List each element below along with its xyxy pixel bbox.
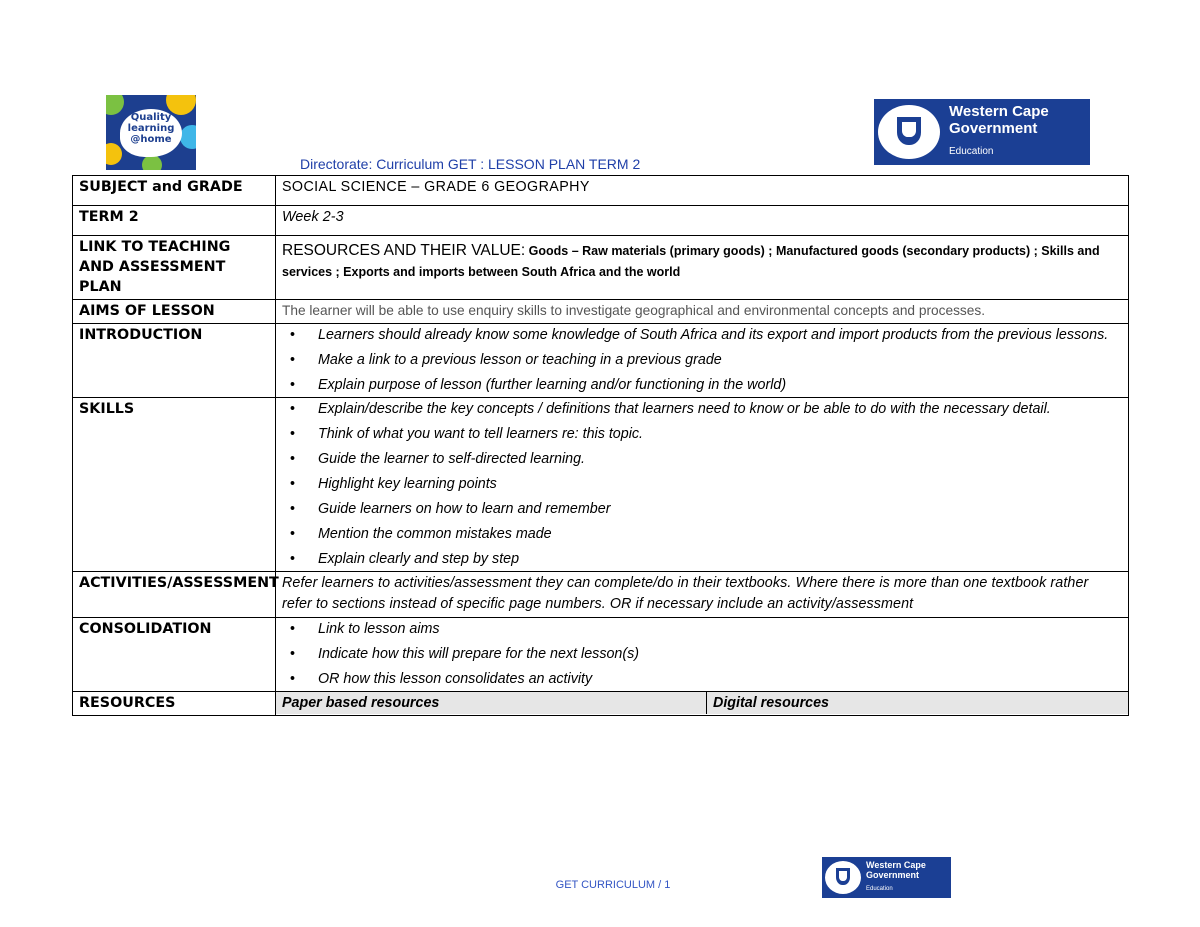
resources-label: RESOURCES [73, 692, 276, 716]
list-item: • OR how this lesson consolidates an activity [318, 669, 1122, 689]
ql-logo-line1: Quality [130, 112, 172, 123]
link-label-line2: AND ASSESSMENT PLAN [79, 259, 226, 295]
skills-label: SKILLS [73, 398, 276, 572]
page-footer: GET CURRICULUM / 1 [555, 879, 671, 891]
row-subject [73, 176, 1129, 206]
row-term [73, 206, 1129, 236]
consolidation-label: CONSOLIDATION [73, 618, 276, 692]
link-heading: RESOURCES AND THEIR VALUE: [282, 242, 526, 259]
aims-value: The learner will be able to use enquiry skills to investigate geographical and environmental concepts and processes. [276, 300, 1129, 324]
list-item: • Mention the common mistakes made [318, 524, 1122, 544]
link-label-line1: LINK TO TEACHING [79, 239, 231, 255]
term-label: TERM 2 [73, 206, 276, 236]
list-item: • Explain purpose of lesson (further learning and/or functioning in the world) [318, 375, 1122, 395]
wcg-sub: Education [949, 146, 994, 157]
activities-label: ACTIVITIES/ASSESSMENT [73, 572, 276, 618]
row-introduction [73, 324, 1129, 398]
list-item: • Explain/describe the key concepts / definitions that learners need to know or be able to do with the necessary detail. [318, 399, 1122, 419]
wcg-name-line2: Government [949, 120, 1038, 137]
list-item: • Highlight key learning points [318, 474, 1122, 494]
digital-resources-header: Digital resources [713, 695, 830, 711]
directorate-title: Directorate: Curriculum GET : LESSON PLAN TERM 2 [300, 156, 641, 172]
subject-label: SUBJECT and GRADE [73, 176, 276, 206]
list-item: • Explain clearly and step by step [318, 549, 1122, 569]
coat-of-arms-icon [825, 861, 861, 894]
row-link [73, 236, 1129, 300]
wcg-name-line1: Western Cape [949, 103, 1049, 120]
consolidation-list [282, 619, 1122, 689]
wcg-logo [874, 99, 1090, 165]
coat-of-arms-icon [878, 105, 940, 159]
wcg-footer-sub: Education [866, 886, 893, 892]
link-detail: Goods – Raw materials (primary goods) ; Manufactured goods (secondary products) ; Skills and services ; Exports and imports between South Africa and the world [282, 244, 1100, 279]
wcg-footer-name-line1: Western Cape [866, 860, 926, 870]
wcg-footer-name-line2: Government [866, 870, 920, 880]
introduction-label: INTRODUCTION [73, 324, 276, 398]
row-skills [73, 398, 1129, 572]
list-item: • Make a link to a previous lesson or teaching in a previous grade [318, 350, 1122, 370]
row-activities [73, 572, 1129, 618]
quality-learning-logo [106, 95, 196, 170]
term-value: Week 2-3 [276, 206, 1129, 236]
activities-value: Refer learners to activities/assessment they can complete/do in their textbooks. Where there is more than one textbook rather refer to sections instead of specific page numbers. OR if necessary include an activity/assessment [276, 572, 1129, 618]
list-item: • Indicate how this will prepare for the next lesson(s) [318, 644, 1122, 664]
row-aims [73, 300, 1129, 324]
aims-label: AIMS OF LESSON [73, 300, 276, 324]
row-resources [73, 692, 1129, 716]
wcg-footer-logo [822, 857, 951, 898]
paper-resources-header: Paper based resources [276, 692, 707, 714]
list-item: • Link to lesson aims [318, 619, 1122, 639]
list-item: • Think of what you want to tell learners re: this topic. [318, 424, 1122, 444]
introduction-list [282, 325, 1122, 395]
list-item: • Guide the learner to self-directed learning. [318, 449, 1122, 469]
lesson-plan-table [72, 175, 1129, 716]
ql-logo-line2: learning [127, 123, 175, 134]
ql-logo-line3: @home [130, 134, 172, 145]
row-consolidation [73, 618, 1129, 692]
subject-value: SOCIAL SCIENCE – GRADE 6 GEOGRAPHY [276, 176, 1129, 206]
skills-list [282, 399, 1122, 569]
list-item: • Guide learners on how to learn and remember [318, 499, 1122, 519]
list-item: • Learners should already know some knowledge of South Africa and its export and import products from the previous lessons. [318, 325, 1122, 345]
